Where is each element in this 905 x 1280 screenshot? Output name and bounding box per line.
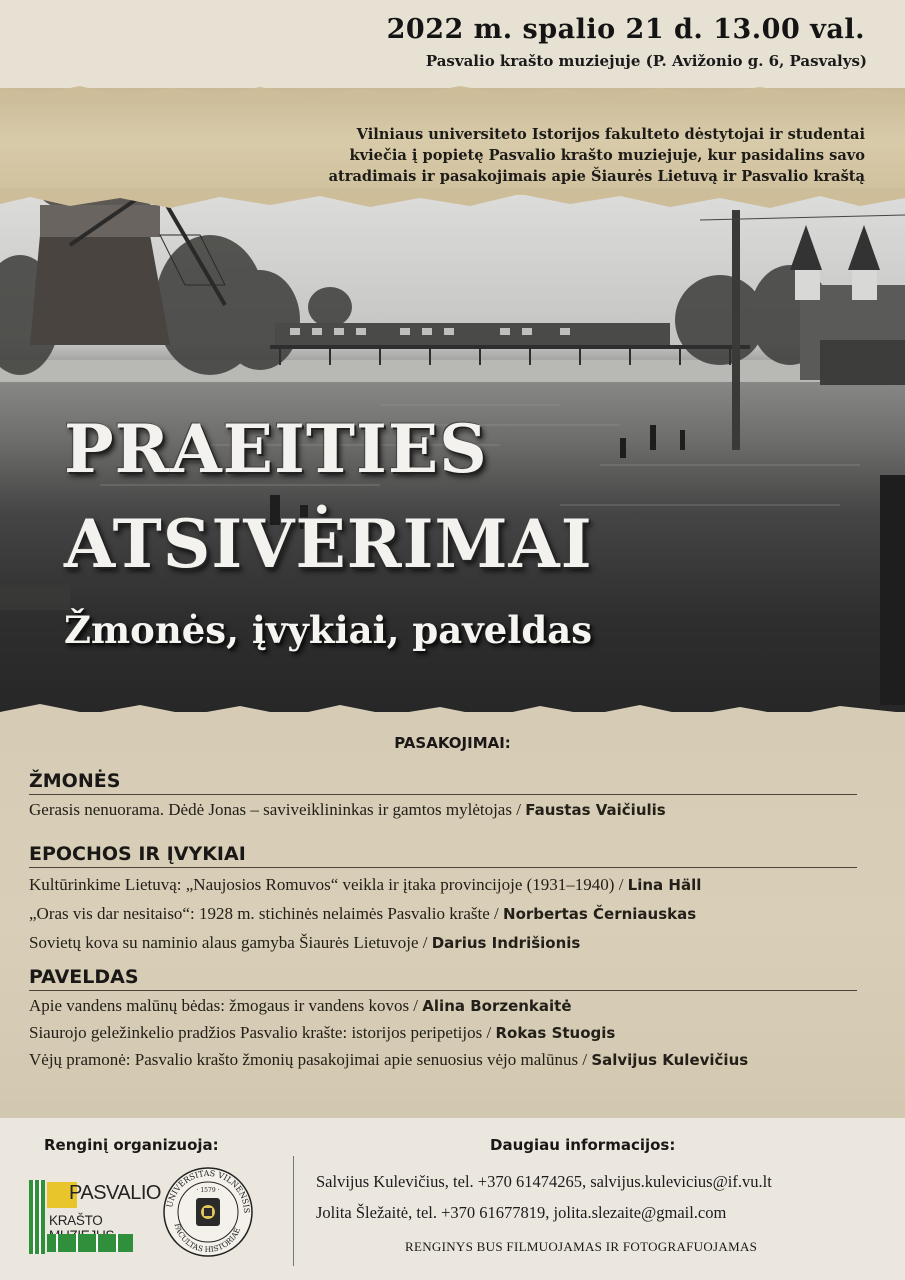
contact-name: Salvijus Kulevičius [316, 1172, 445, 1191]
list-item [29, 901, 857, 927]
museum-logo-ornament [47, 1234, 133, 1252]
invitation-line: Vilniaus universiteto Istorijos fakulteto dėstytojai ir studentai [356, 126, 865, 143]
section-title: PAVELDAS [29, 966, 857, 991]
list-item [29, 930, 857, 956]
list-item [29, 1047, 857, 1073]
footer-divider [293, 1156, 294, 1266]
section-title: EPOCHOS IR ĮVYKIAI [29, 843, 857, 868]
invitation-text [215, 124, 865, 187]
poster-title-line2: ATSIVĖRIMAI [64, 505, 593, 583]
section-epochs-events [29, 843, 857, 956]
filming-notice: RENGINYS BUS FILMUOJAMAS IR FOTOGRAFUOJAMAS [405, 1239, 758, 1254]
section-people [29, 770, 857, 823]
contact-details: , tel. +370 61474265, salvijus.kulevicius@if.vu.lt [444, 1172, 772, 1191]
list-item [29, 1020, 857, 1046]
museum-logo-word: KRAŠTO [49, 1213, 103, 1228]
talk-author: Norbertas Černiauskas [503, 905, 697, 923]
list-item [29, 797, 857, 823]
talk-author: Rokas Stuogis [495, 1024, 616, 1042]
invitation-line: atradimais ir pasakojimais apie Šiaurės Lietuvą ir Pasvalio kraštą [328, 168, 865, 185]
talk-title: „Oras vis dar nesitaiso“: 1928 m. stichinės nelaimės Pasvalio krašte / [29, 904, 504, 923]
talk-author: Darius Indrišionis [431, 934, 581, 952]
talk-title: Siaurojo geležinkelio pradžios Pasvalio krašte: istorijos peripetijos / [29, 1023, 496, 1042]
torn-edge-photo-top [0, 188, 905, 212]
talk-author: Alina Borzenkaitė [422, 997, 572, 1015]
museum-logo-word: PASVALIO [69, 1182, 161, 1204]
section-heritage [29, 966, 857, 1073]
list-item [29, 993, 857, 1019]
event-date: 2022 m. spalio 21 d. 13.00 val. [386, 14, 865, 45]
talk-author: Lina Häll [627, 876, 702, 894]
svg-text:· 1579 ·: · 1579 · [196, 1187, 220, 1194]
contact-line [316, 1172, 772, 1192]
talk-author: Faustas Vaičiulis [525, 801, 666, 819]
torn-edge-top [0, 80, 905, 102]
talk-title: Vėjų pramonė: Pasvalio krašto žmonių pasakojimai apie senuosius vėjo malūnus / [29, 1050, 592, 1069]
talk-author: Salvijus Kulevičius [591, 1051, 749, 1069]
more-info-label: Daugiau informacijos: [490, 1136, 676, 1154]
invitation-line: kviečia į popietę Pasvalio krašto muziejuje, kur pasidalins savo [349, 147, 865, 164]
talk-title: Gerasis nenuorama. Dėdė Jonas – saviveiklininkas ir gamtos mylėtojas / [29, 800, 526, 819]
talk-title: Kultūrinkime Lietuvą: „Naujosios Romuvos“ veikla ir įtaka provincijoje (1931–1940) / [29, 875, 628, 894]
university-seal-icon [160, 1160, 256, 1270]
event-venue: Pasvalio krašto muziejuje (P. Avižonio g. 6, Pasvalys) [425, 52, 867, 70]
program-heading: PASAKOJIMAI: [394, 734, 511, 752]
svg-text:FACULTAS HISTORIAE: FACULTAS HISTORIAE [172, 1222, 243, 1254]
section-title: ŽMONĖS [29, 770, 857, 795]
talk-title: Apie vandens malūnų bėdas: žmogaus ir vandens kovos / [29, 996, 423, 1015]
contact-details: , tel. +370 61677819, jolita.slezaite@gmail.com [408, 1203, 727, 1222]
poster-subtitle: Žmonės, įvykiai, paveldas [64, 608, 593, 652]
museum-logo [29, 1180, 161, 1254]
list-item [29, 872, 857, 898]
talk-title: Sovietų kova su naminio alaus gamyba Šiaurės Lietuvoje / [29, 933, 432, 952]
contact-line [316, 1203, 726, 1223]
poster-title-line1: PRAEITIES [64, 410, 488, 488]
svg-text:UNIVERSITAS VILNENSIS: UNIVERSITAS VILNENSIS [165, 1168, 252, 1214]
contact-name: Jolita Šležaitė [316, 1203, 409, 1222]
organizer-label: Renginį organizuoja: [44, 1136, 219, 1154]
museum-logo-stripe [29, 1180, 45, 1254]
